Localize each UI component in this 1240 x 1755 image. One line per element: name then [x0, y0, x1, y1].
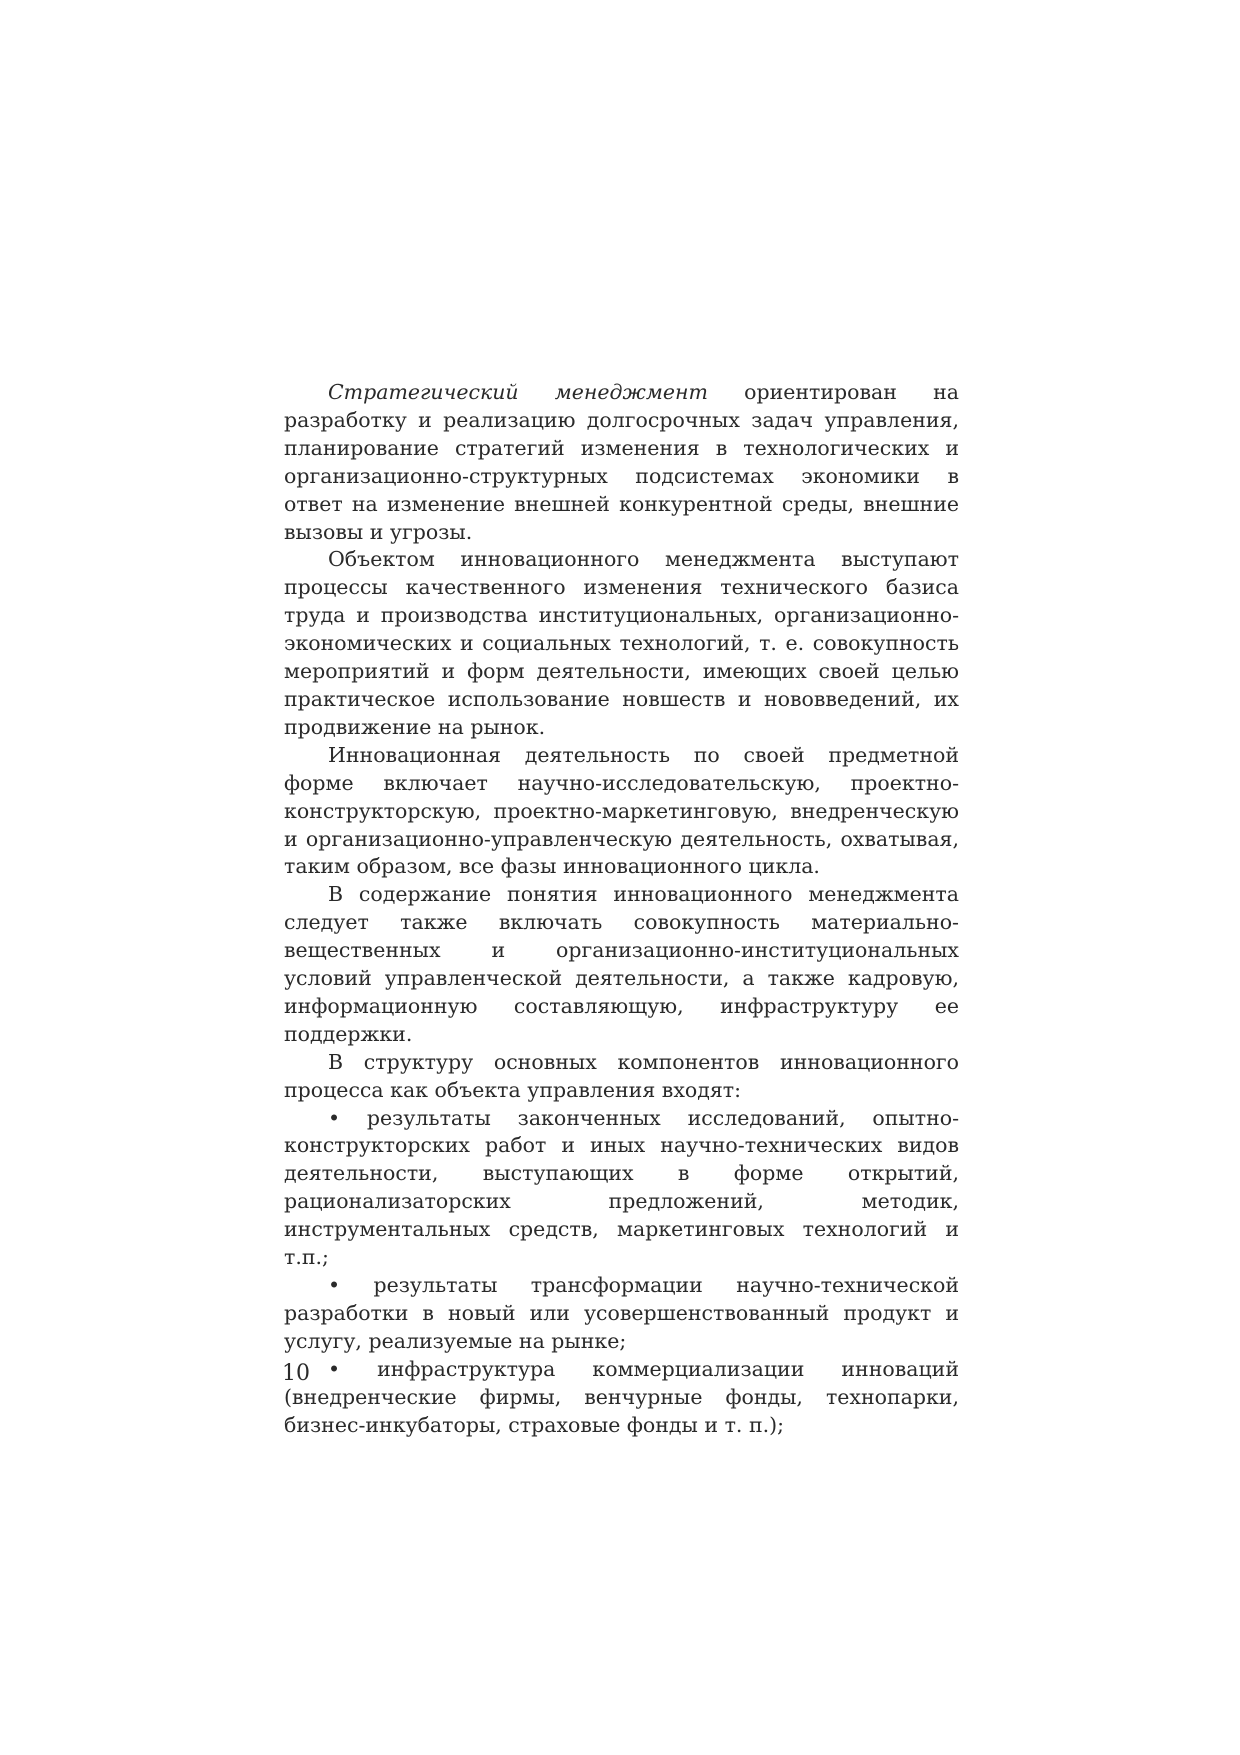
- paragraph-text: ориентирован на разработку и реализацию долгосрочных задач управления, планирование стратегий изменения в технологических и организационно-структурных подсистемах экономики в ответ на изменение внешней конкурентной среды, внешние вызовы и угрозы.: [284, 380, 959, 544]
- bullet-item: • инфраструктура коммерциализации инноваций (внедренческие фирмы, венчурные фонды, технопарки, бизнес-инкубаторы, страховые фонды и т. п.);: [284, 1356, 959, 1437]
- paragraph-content: В содержание понятия инновационного менеджмента следует также включать совокупность материально-вещественных и организационно-институциональных условий управленческой деятельности, а также кадровую, информационную составляющую, инфраструктуру ее поддержки.: [284, 882, 959, 1046]
- body-text: [284, 379, 959, 1439]
- bullet-item: • результаты законченных исследований, опытно-конструкторских работ и иных научно-технических видов деятельности, выступающих в форме открытий, рационализаторских предложений, методик, инструментальных средств, маркетинговых технологий и т.п.;: [284, 1105, 959, 1270]
- paragraph-structure-intro: В структуру основных компонентов инновационного процесса как объекта управления входят:: [284, 1049, 959, 1102]
- italic-term: Стратегический менеджмент: [328, 380, 708, 404]
- paragraph-object: Объектом инновационного менеджмента выступают процессы качественного изменения технического базиса труда и производства институциональных, организационно-экономических и социальных технологий, т. е. совокупность мероприятий и форм деятельности, имеющих своей целью практическое использование новшеств и нововведений, их продвижение на рынок.: [284, 547, 959, 739]
- bullet-item: • результаты трансформации научно-технической разработки в новый или усовершенствованный продукт и услугу, реализуемые на рынке;: [284, 1273, 959, 1353]
- page-number: 10: [282, 1361, 310, 1386]
- paragraph-activity: Инновационная деятельность по своей предметной форме включает научно-исследовательскую, проектно-конструкторскую, проектно-маркетинговую, внедренческую и организационно-управленческую деятельность, охватывая, таким образом, все фазы инновационного цикла.: [284, 742, 959, 879]
- paragraph-strategic-management: [284, 379, 959, 546]
